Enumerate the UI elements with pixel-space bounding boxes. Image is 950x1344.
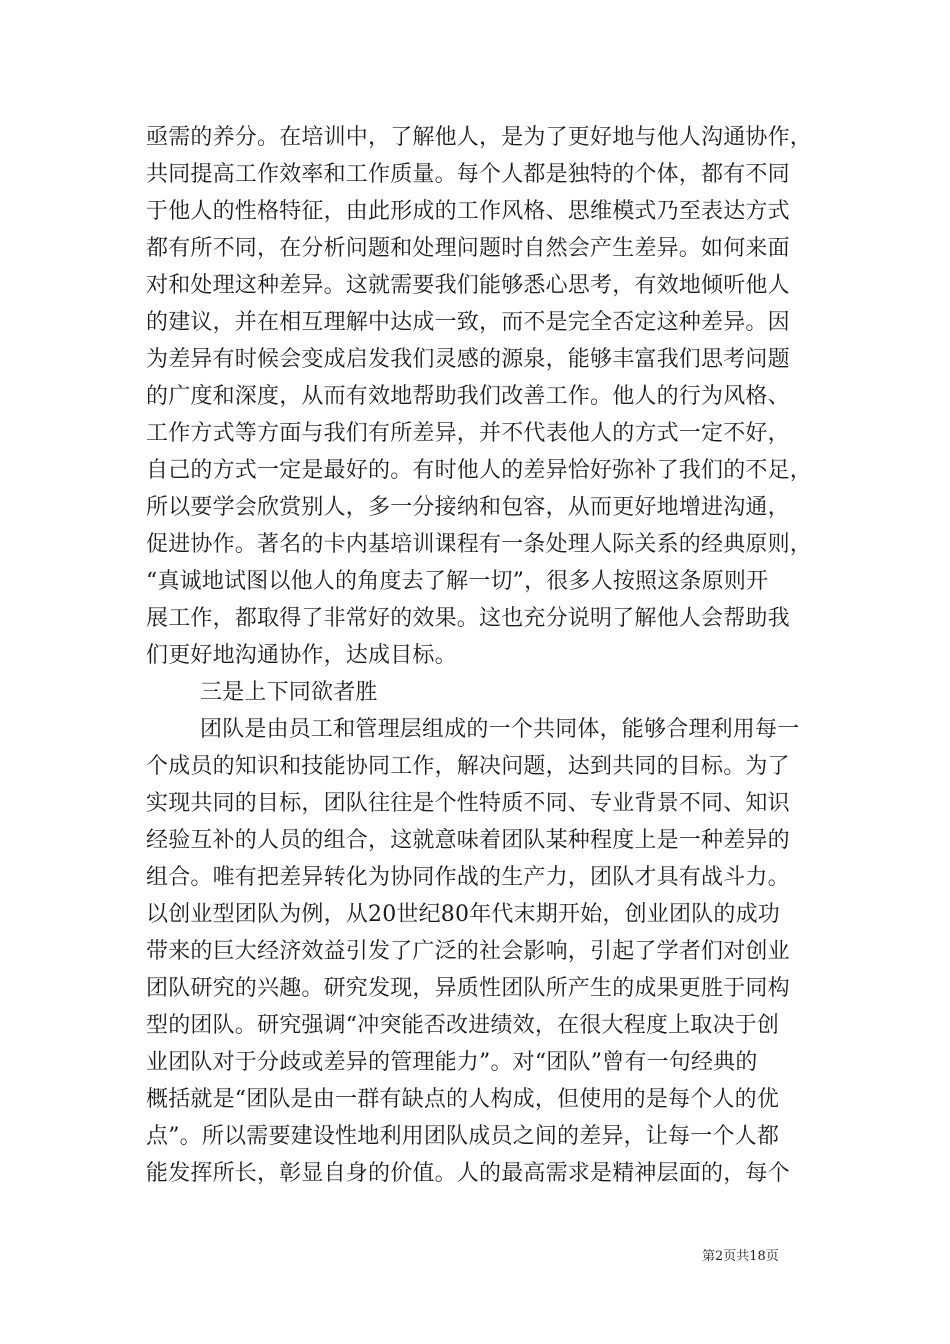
text-line: 的建议，并在相互理解中达成一致，而不是完全否定这种差异。因	[146, 310, 790, 335]
text-line: 展工作，都取得了非常好的效果。这也充分说明了解他人会帮助我	[146, 606, 790, 631]
text-line: 的广度和深度，从而有效地帮助我们改善工作。他人的行为风格、	[146, 384, 790, 409]
text-line: 都有所不同，在分析问题和处理问题时自然会产生差异。如何来面	[146, 236, 790, 261]
text-line: 团队是由员工和管理层组成的一个共同体，能够合理利用每一	[200, 717, 800, 742]
text-line: 组合。唯有把差异转化为协同作战的生产力，团队才具有战斗力。	[146, 865, 790, 890]
text-line: 们更好地沟通协作，达成目标。	[146, 643, 457, 668]
text-line: 自己的方式一定是最好的。有时他人的差异恰好弥补了我们的不足，	[146, 458, 813, 483]
text-line: 所以要学会欣赏别人，多一分接纳和包容，从而更好地增进沟通，	[146, 495, 790, 520]
text-line: 工作方式等方面与我们有所差异，并不代表他人的方式一定不好，	[146, 421, 790, 446]
text-line: 实现共同的目标，团队往往是个性特质不同、专业背景不同、知识	[146, 791, 790, 816]
section-heading: 三是上下同欲者胜	[200, 680, 378, 705]
text-line: 为差异有时候会变成启发我们灵感的源泉，能够丰富我们思考问题	[146, 347, 790, 372]
text-line: 经验互补的人员的组合，这就意味着团队某种程度上是一种差异的	[146, 828, 790, 853]
text-line: 促进协作。著名的卡内基培训课程有一条处理人际关系的经典原则，	[146, 532, 813, 557]
text-line: 亟需的养分。在培训中，了解他人，是为了更好地与他人沟通协作，	[146, 125, 813, 150]
text-line: 于他人的性格特征，由此形成的工作风格、思维模式乃至表达方式	[146, 199, 790, 224]
text-line: 点”。所以需要建设性地利用团队成员之间的差异，让每一个人都	[146, 1124, 780, 1149]
text-line: 概括就是“团队是由一群有缺点的人构成，但使用的是每个人的优	[146, 1087, 780, 1112]
text-line: 共同提高工作效率和工作质量。每个人都是独特的个体，都有不同	[146, 162, 790, 187]
text-line: 业团队对于分歧或差异的管理能力”。对“团队”曾有一句经典的	[146, 1050, 758, 1075]
text-line: 团队研究的兴趣。研究发现，异质性团队所产生的成果更胜于同构	[146, 976, 790, 1001]
text-line: 带来的巨大经济效益引发了广泛的社会影响，引起了学者们对创业	[146, 939, 790, 964]
text-line: 对和处理这种差异。这就需要我们能够悉心思考，有效地倾听他人	[146, 273, 790, 298]
page-number-footer: 第2页共18页	[702, 1249, 779, 1264]
text-line: 以创业型团队为例，从20世纪80年代末期开始，创业团队的成功	[146, 902, 780, 927]
text-line: 能发挥所长，彰显自身的价值。人的最高需求是精神层面的，每个	[146, 1161, 790, 1186]
text-line: 型的团队。研究强调“冲突能否改进绩效，在很大程度上取决于创	[146, 1013, 780, 1038]
text-line: 个成员的知识和技能协同工作，解决问题，达到共同的目标。为了	[146, 754, 790, 779]
text-line: “真诚地试图以他人的角度去了解一切”，很多人按照这条原则开	[146, 569, 769, 594]
